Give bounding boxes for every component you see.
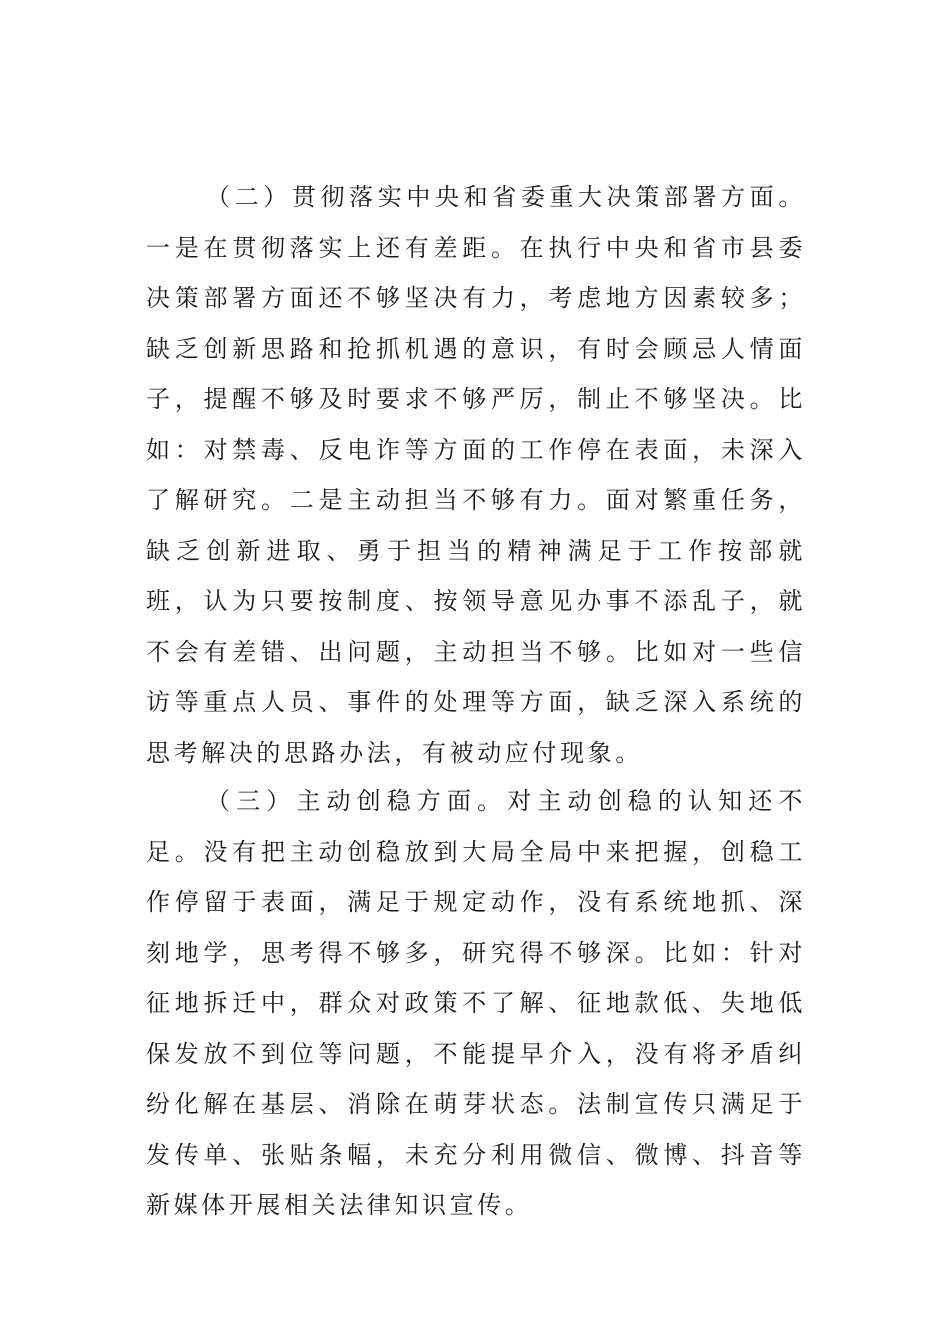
paragraph-policy-implementation: （二）贯彻落实中央和省委重大决策部署方面。一是在贯彻落实上还有差距。在执行中央和省市县委决策部署方面还不够坚决有力，考虑地方因素较多；缺乏创新思路和抢抓机遇的意识，有时会顾忌人情面子，提醒不够及时要求不够严厉，制止不够坚决。比如：对禁毒、反电诈等方面的工作停在表面，未深入了解研究。二是主动担当不够有力。面对繁重任务，缺乏创新进取、勇于担当的精神满足于工作按部就班，认为只要按制度、按领导意见办事不添乱子，就不会有差错、出问题，主动担当不够。比如对一些信访等重点人员、事件的处理等方面，缺乏深入系统的思考解决的思路办法，有被动应付现象。 — [146, 183, 806, 767]
paragraph-stability-work: （三）主动创稳方面。对主动创稳的认知还不足。没有把主动创稳放到大局全局中来把握，创稳工作停留于表面，满足于规定动作，没有系统地抓、深刻地学，思考得不够多，研究得不够深。比如：针对征地拆迁中，群众对政策不了解、征地款低、失地低保发放不到位等问题，不能提早介入，没有将矛盾纠纷化解在基层、消除在萌芽状态。法制宣传只满足于发传单、张贴条幅，未充分利用微信、微博、抖音等新媒体开展相关法律知识宣传。 — [146, 787, 806, 1219]
